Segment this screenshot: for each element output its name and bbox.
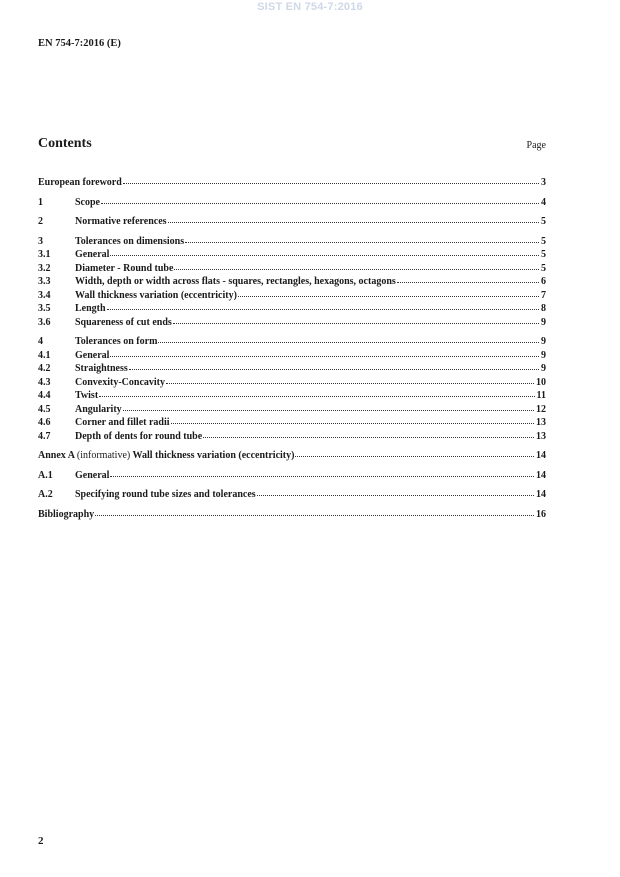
toc-leader-dots bbox=[171, 414, 534, 424]
toc-entry-number: A.2 bbox=[38, 489, 53, 500]
toc-entry-page: 14 bbox=[536, 469, 546, 481]
toc-leader-dots bbox=[168, 213, 539, 223]
toc-entry-title: Normative references bbox=[75, 216, 167, 227]
toc-entry-number: 3.3 bbox=[38, 276, 51, 287]
toc-entry-number: 3.1 bbox=[38, 249, 51, 260]
toc-entry-title: Specifying round tube sizes and tolerances bbox=[75, 489, 256, 500]
toc-entry-title: General bbox=[75, 349, 110, 361]
toc-entry-3-5[interactable] bbox=[38, 301, 546, 315]
toc-entry-number: 4.4 bbox=[38, 390, 51, 401]
toc-leader-dots bbox=[101, 194, 539, 204]
toc-entry-4-7[interactable] bbox=[38, 429, 546, 443]
watermark: SIST EN 754-7:2016 bbox=[257, 1, 363, 13]
toc-entry-page: 8 bbox=[541, 303, 546, 314]
toc-entry-number: 4.6 bbox=[38, 417, 51, 428]
toc-entry-page: 9 bbox=[541, 363, 546, 374]
toc-entry-page: 5 bbox=[541, 249, 546, 260]
toc-entry-number: 4.5 bbox=[38, 403, 51, 415]
toc-entry-4-2[interactable] bbox=[38, 361, 546, 375]
document-id: EN 754-7:2016 (E) bbox=[38, 38, 121, 49]
toc-entry-number: 4 bbox=[38, 336, 43, 347]
toc-entry-annex-a[interactable] bbox=[38, 448, 546, 462]
toc-entry-3-6[interactable] bbox=[38, 315, 546, 329]
toc-leader-dots bbox=[397, 273, 539, 283]
toc-entry-title: Straightness bbox=[75, 363, 128, 374]
toc-entry-title: General bbox=[75, 249, 110, 260]
toc-entry-title: Wall thickness variation (eccentricity) bbox=[75, 289, 237, 301]
toc-leader-dots bbox=[99, 387, 534, 397]
annex-title: Wall thickness variation (eccentricity) bbox=[132, 450, 295, 461]
toc-entry-title: Corner and fillet radii bbox=[75, 417, 170, 428]
toc-entry-page: 9 bbox=[541, 336, 546, 347]
toc-entry-title: General bbox=[75, 469, 110, 481]
toc-entry-a-2[interactable] bbox=[38, 487, 546, 501]
toc-leader-dots bbox=[123, 401, 534, 411]
toc-entry-title: Convexity-Concavity bbox=[75, 376, 165, 388]
toc-entry-number: 3.5 bbox=[38, 303, 51, 314]
toc-entry-number: 3.4 bbox=[38, 289, 51, 301]
toc-entry-page: 9 bbox=[541, 316, 546, 328]
toc-leader-dots bbox=[110, 467, 534, 477]
table-of-contents bbox=[38, 175, 546, 520]
toc-entry-page: 16 bbox=[536, 508, 546, 520]
toc-leader-dots bbox=[107, 300, 539, 310]
toc-leader-dots bbox=[110, 347, 539, 357]
toc-entry-title: Squareness of cut ends bbox=[75, 316, 172, 328]
toc-entry-title: Width, depth or width across flats - squares, rectangles, hexagons, octagons bbox=[75, 276, 396, 287]
toc-entry-4-1[interactable] bbox=[38, 348, 546, 362]
page-number: 2 bbox=[38, 835, 44, 847]
toc-entry-number: 2 bbox=[38, 216, 43, 227]
toc-entry-bibliography[interactable] bbox=[38, 507, 546, 521]
toc-entry-number: A.1 bbox=[38, 469, 53, 481]
toc-entry-number: 3 bbox=[38, 235, 43, 247]
toc-entry-page: 10 bbox=[536, 376, 546, 388]
toc-entry-3-1[interactable] bbox=[38, 247, 546, 261]
toc-leader-dots bbox=[158, 333, 539, 343]
toc-entry-4-5[interactable] bbox=[38, 402, 546, 416]
toc-entry-page: 6 bbox=[541, 276, 546, 287]
toc-leader-dots bbox=[238, 287, 539, 297]
toc-entry-number: 3.2 bbox=[38, 262, 51, 274]
toc-entry-page: 9 bbox=[541, 349, 546, 361]
toc-entry-page: 5 bbox=[541, 216, 546, 227]
toc-entry-number: 4.2 bbox=[38, 363, 51, 374]
toc-entry-page: 13 bbox=[536, 417, 546, 428]
toc-leader-dots bbox=[110, 246, 539, 256]
toc-entry-title: European foreword bbox=[38, 177, 122, 188]
toc-entry-4-4[interactable] bbox=[38, 388, 546, 402]
toc-entry-number: 4.7 bbox=[38, 430, 51, 442]
toc-entry-title: Twist bbox=[75, 390, 99, 401]
toc-leader-dots bbox=[95, 506, 534, 516]
toc-entry-title: Diameter - Round tube bbox=[75, 262, 174, 274]
toc-entry-title: Angularity bbox=[75, 403, 122, 415]
toc-entry-4[interactable] bbox=[38, 334, 546, 348]
toc-entry-3-3[interactable] bbox=[38, 274, 546, 288]
toc-leader-dots bbox=[257, 486, 534, 496]
toc-entry-title: Tolerances on form bbox=[75, 336, 158, 347]
toc-entry-foreword[interactable] bbox=[38, 175, 546, 189]
toc-entry-page: 14 bbox=[536, 489, 546, 500]
toc-entry-number: 4.3 bbox=[38, 376, 51, 388]
toc-entry-page: 13 bbox=[536, 430, 546, 442]
toc-leader-dots bbox=[203, 428, 534, 438]
toc-leader-dots bbox=[129, 360, 539, 370]
toc-entry-page: 3 bbox=[541, 177, 546, 188]
toc-entry-page: 11 bbox=[536, 390, 546, 401]
toc-leader-dots bbox=[295, 447, 534, 457]
toc-entry-number: 3.6 bbox=[38, 316, 51, 328]
page-column-label: Page bbox=[526, 140, 546, 151]
toc-entry-page: 5 bbox=[541, 262, 546, 274]
toc-entry-page: 12 bbox=[536, 403, 546, 415]
toc-leader-dots bbox=[185, 233, 539, 243]
toc-entry-number: 1 bbox=[38, 196, 43, 208]
toc-entry-3-4[interactable] bbox=[38, 288, 546, 302]
toc-entry-2[interactable] bbox=[38, 214, 546, 228]
contents-heading: Contents bbox=[38, 136, 92, 151]
toc-entry-title: Length bbox=[75, 303, 106, 314]
toc-entry-page: 7 bbox=[541, 289, 546, 301]
toc-entry-4-6[interactable] bbox=[38, 415, 546, 429]
toc-entry-3-2[interactable] bbox=[38, 261, 546, 275]
toc-entry-1[interactable] bbox=[38, 195, 546, 209]
toc-entry-page: 5 bbox=[541, 235, 546, 247]
toc-entry-title: Tolerances on dimensions bbox=[75, 235, 185, 247]
toc-entry-page: 14 bbox=[536, 450, 546, 461]
toc-leader-dots bbox=[174, 260, 539, 270]
toc-entry-4-3[interactable] bbox=[38, 375, 546, 389]
toc-entry-title: Scope bbox=[75, 196, 100, 208]
toc-leader-dots bbox=[173, 314, 539, 324]
toc-entry-3[interactable] bbox=[38, 234, 546, 248]
annex-prefix: Annex A bbox=[38, 450, 75, 461]
toc-entry-title: Bibliography bbox=[38, 508, 95, 520]
toc-leader-dots bbox=[166, 374, 534, 384]
toc-entry-title bbox=[38, 449, 294, 463]
toc-entry-number: 4.1 bbox=[38, 349, 51, 361]
toc-entry-title: Depth of dents for round tube bbox=[75, 430, 203, 442]
toc-leader-dots bbox=[123, 174, 539, 184]
toc-entry-page: 4 bbox=[541, 196, 546, 208]
toc-entry-a-1[interactable] bbox=[38, 468, 546, 482]
annex-note: (informative) bbox=[76, 450, 131, 461]
